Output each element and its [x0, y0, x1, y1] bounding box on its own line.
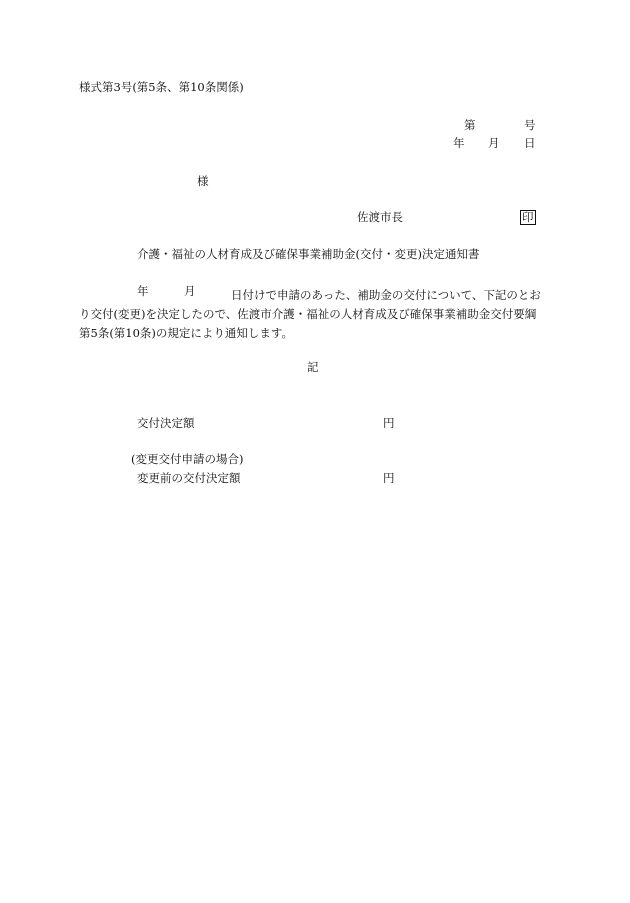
- body-text: 日付けで申請のあった、補助金の交付について、下記のとおり交付(変更)を決定したので、佐渡市介護・福祉の人材育成及び確保事業補助金交付要綱第5条(第10条)の規定により通知します。: [79, 288, 541, 340]
- number-go: 号: [524, 118, 536, 132]
- prior-grant-unit: 円: [383, 471, 395, 485]
- ki-heading: 記: [307, 360, 319, 374]
- document-title: 介護・福祉の人材育成及び確保事業補助金(交付・変更)決定通知書: [137, 247, 480, 261]
- number-dai: 第: [464, 118, 476, 132]
- body-year: 年: [137, 284, 149, 298]
- body-month: 月: [184, 284, 196, 298]
- change-note: (変更交付申請の場合): [131, 452, 244, 466]
- issuer-name: 佐渡市長: [357, 210, 403, 224]
- prior-grant-label: 変更前の交付決定額: [137, 471, 241, 485]
- issuer-seal: [520, 210, 536, 225]
- grant-label: 交付決定額: [137, 416, 195, 430]
- grant-unit: 円: [383, 416, 395, 430]
- recipient-suffix: 様: [197, 174, 209, 188]
- date-year: 年: [453, 136, 465, 150]
- seal-mark: 印: [522, 210, 534, 224]
- date-day: 日: [524, 136, 536, 150]
- date-month: 月: [488, 136, 500, 150]
- form-label: 様式第3号(第5条、第10条関係): [79, 80, 244, 94]
